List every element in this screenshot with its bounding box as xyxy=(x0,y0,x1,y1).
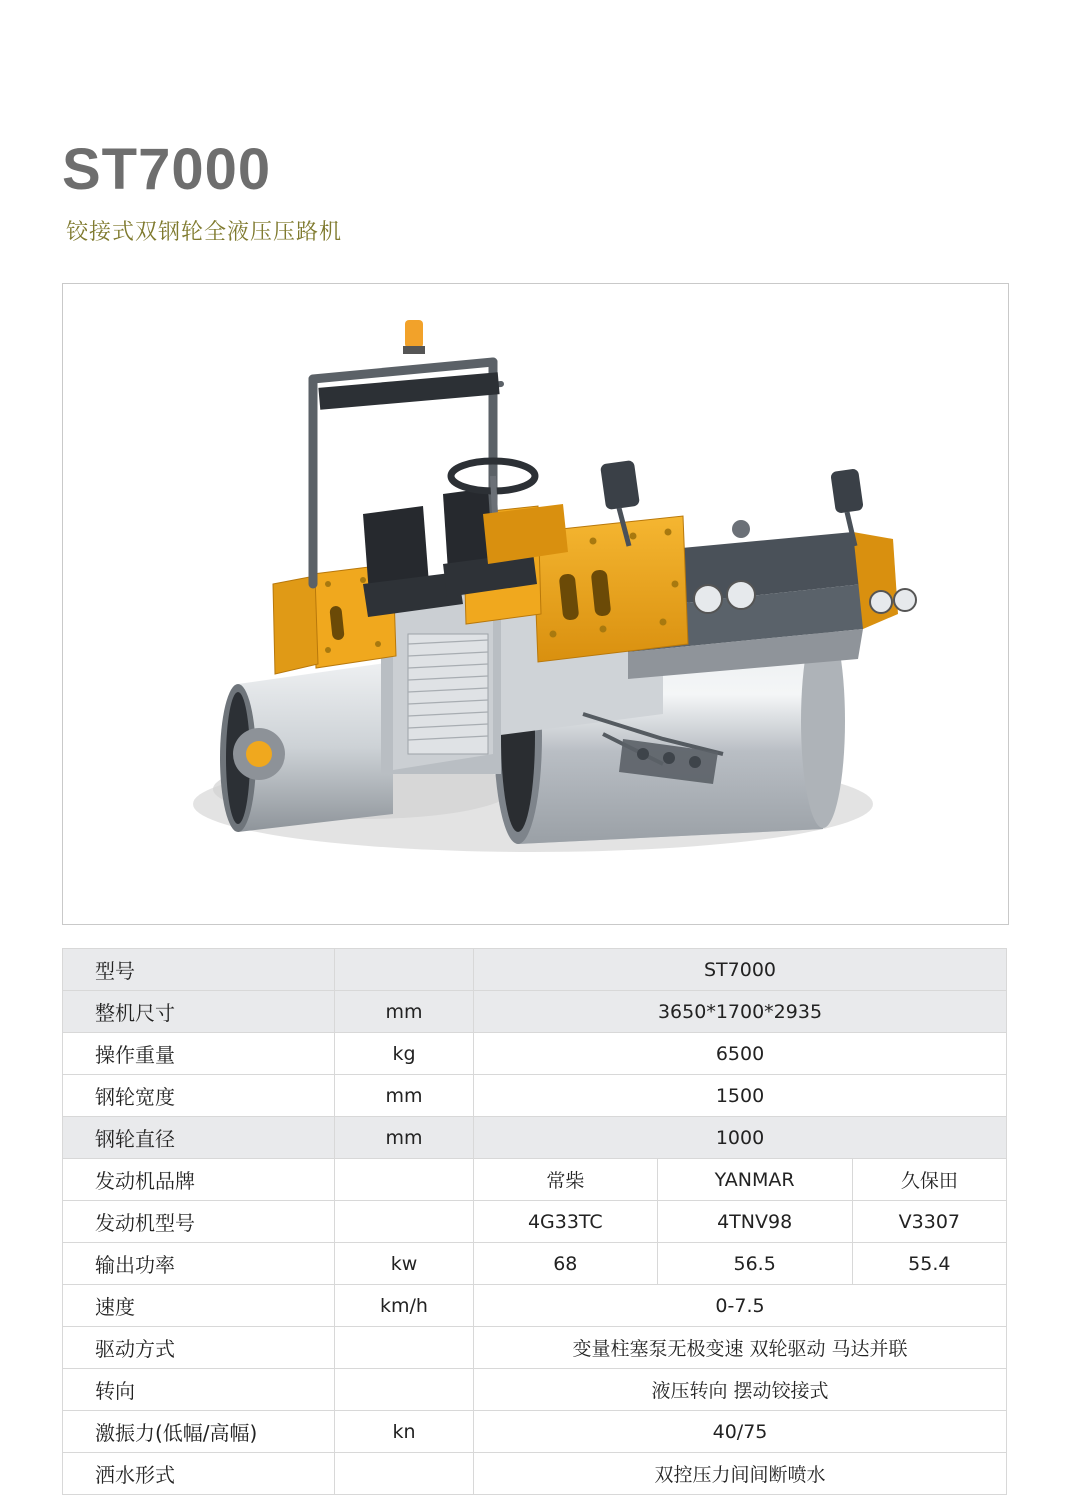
spec-unit: kw xyxy=(335,1243,474,1285)
spec-label: 洒水形式 xyxy=(63,1453,335,1495)
spec-label: 驱动方式 xyxy=(63,1327,335,1369)
spec-value: 56.5 xyxy=(657,1243,852,1285)
spec-unit: kg xyxy=(335,1033,474,1075)
table-row xyxy=(63,1369,1007,1411)
spec-value: 久保田 xyxy=(852,1159,1006,1201)
product-image-frame xyxy=(62,283,1009,925)
beacon-light xyxy=(403,320,425,354)
spec-unit xyxy=(335,1369,474,1411)
table-row xyxy=(63,991,1007,1033)
spec-value: 40/75 xyxy=(474,1411,1007,1453)
spec-label: 整机尺寸 xyxy=(63,991,335,1033)
spec-value: 变量柱塞泵无极变速 双轮驱动 马达并联 xyxy=(474,1327,1007,1369)
table-row xyxy=(63,1117,1007,1159)
spec-unit xyxy=(335,1327,474,1369)
spec-value: 0-7.5 xyxy=(474,1285,1007,1327)
spec-value: V3307 xyxy=(852,1201,1006,1243)
spec-value: 68 xyxy=(474,1243,658,1285)
spec-value: 4TNV98 xyxy=(657,1201,852,1243)
spec-value: 55.4 xyxy=(852,1243,1006,1285)
spec-label: 转向 xyxy=(63,1369,335,1411)
table-row xyxy=(63,1201,1007,1243)
spec-label: 型号 xyxy=(63,949,335,991)
spec-unit: kn xyxy=(335,1411,474,1453)
table-row xyxy=(63,1453,1007,1495)
specification-table xyxy=(62,948,1007,1495)
spec-value: 双控压力间间断喷水 xyxy=(474,1453,1007,1495)
spec-unit: mm xyxy=(335,991,474,1033)
spec-label: 输出功率 xyxy=(63,1243,335,1285)
spec-value: 常柴 xyxy=(474,1159,658,1201)
spec-unit: km/h xyxy=(335,1285,474,1327)
table-row xyxy=(63,1033,1007,1075)
spec-label: 钢轮宽度 xyxy=(63,1075,335,1117)
spec-unit xyxy=(335,1159,474,1201)
product-image xyxy=(63,284,1008,924)
page-title: ST7000 xyxy=(62,137,272,202)
spec-unit xyxy=(335,1453,474,1495)
table-row xyxy=(63,1159,1007,1201)
spec-label: 速度 xyxy=(63,1285,335,1327)
spec-label: 操作重量 xyxy=(63,1033,335,1075)
table-row xyxy=(63,1243,1007,1285)
table-row xyxy=(63,1327,1007,1369)
spec-label: 钢轮直径 xyxy=(63,1117,335,1159)
table-row xyxy=(63,1285,1007,1327)
road-roller-illustration xyxy=(63,284,1008,924)
spec-value: 1000 xyxy=(474,1117,1007,1159)
table-row xyxy=(63,1075,1007,1117)
spec-value: YANMAR xyxy=(657,1159,852,1201)
table-row xyxy=(63,1411,1007,1453)
spec-value: ST7000 xyxy=(474,949,1007,991)
spec-value: 3650*1700*2935 xyxy=(474,991,1007,1033)
spec-value: 液压转向 摆动铰接式 xyxy=(474,1369,1007,1411)
page-subtitle: 铰接式双钢轮全液压压路机 xyxy=(66,219,343,245)
spec-label: 激振力(低幅/高幅) xyxy=(63,1411,335,1453)
front-drum xyxy=(220,662,393,832)
spec-unit: mm xyxy=(335,1075,474,1117)
spec-value: 4G33TC xyxy=(474,1201,658,1243)
spec-unit: mm xyxy=(335,1117,474,1159)
title-block xyxy=(62,137,962,246)
spec-value: 1500 xyxy=(474,1075,1007,1117)
spec-label: 发动机型号 xyxy=(63,1201,335,1243)
spec-value: 6500 xyxy=(474,1033,1007,1075)
spec-unit xyxy=(335,949,474,991)
spec-unit xyxy=(335,1201,474,1243)
table-row xyxy=(63,949,1007,991)
spec-label: 发动机品牌 xyxy=(63,1159,335,1201)
